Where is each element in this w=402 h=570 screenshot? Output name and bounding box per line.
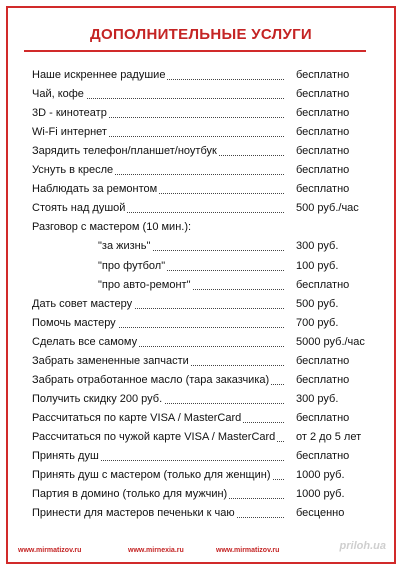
service-label: Наблюдать за ремонтом xyxy=(32,180,159,199)
service-label: Сделать все самому xyxy=(32,333,139,352)
service-label: Принять душ с мастером (только для женщин) xyxy=(32,466,273,485)
service-label: Забрать замененные запчасти xyxy=(32,352,191,371)
service-label: Помочь мастеру xyxy=(32,314,118,333)
list-item xyxy=(24,314,368,333)
list-item xyxy=(24,123,368,142)
service-price: бесплатно xyxy=(296,450,350,462)
footer-site-1[interactable]: www.mirmatizov.ru xyxy=(18,547,82,554)
list-item xyxy=(24,161,368,180)
page-title: ДОПОЛНИТЕЛЬНЫЕ УСЛУГИ xyxy=(90,26,312,43)
footer-site-3[interactable]: www.mirmatizov.ru xyxy=(216,547,280,554)
service-label: Зарядить телефон/планшет/ноутбук xyxy=(32,142,219,161)
service-label: "про футбол" xyxy=(98,257,167,276)
list-item xyxy=(24,504,368,523)
title-divider xyxy=(24,50,366,52)
service-label: Чай, кофе xyxy=(32,85,86,104)
service-label: Принять душ xyxy=(32,447,101,466)
service-label: "про авто-ремонт" xyxy=(98,276,193,295)
footer-site-2[interactable]: www.mirnexia.ru xyxy=(128,547,184,554)
service-label: Получить скидку 200 руб. xyxy=(32,390,164,409)
service-label: Разговор с мастером (10 мин.): xyxy=(32,218,193,237)
list-item xyxy=(24,371,368,390)
service-price: 700 руб. xyxy=(296,316,339,329)
service-label: Рассчитаться по чужой карте VISA / MasterCard xyxy=(32,428,277,447)
list-item xyxy=(24,85,368,104)
service-price: бесплатно xyxy=(296,126,350,139)
service-label: Партия в домино (только для мужчин) xyxy=(32,485,229,504)
list-item xyxy=(24,104,368,123)
service-label: "за жизнь" xyxy=(98,237,152,256)
list-item xyxy=(24,276,368,295)
list-item xyxy=(24,180,368,199)
service-price: бесплатно xyxy=(296,164,350,177)
service-price: бесплатно xyxy=(296,373,350,386)
service-label: Принести для мастеров печеньки к чаю xyxy=(32,504,237,523)
list-item xyxy=(24,333,368,352)
service-price: 5000 руб./час xyxy=(296,335,365,348)
service-price: 1000 руб. xyxy=(296,469,345,482)
service-price: бесценно xyxy=(296,507,345,520)
service-label: 3D - кинотеатр xyxy=(32,104,109,123)
service-price: бесплатно xyxy=(296,183,350,196)
list-item xyxy=(24,485,368,504)
service-price: 500 руб./час xyxy=(296,202,359,215)
list-item xyxy=(24,142,368,161)
list-item xyxy=(24,199,368,218)
service-price: бесплатно xyxy=(296,88,350,101)
service-price: 1000 руб. xyxy=(296,488,345,501)
service-price: бесплатно xyxy=(296,69,350,81)
service-label: Рассчитаться по карте VISA / MasterCard xyxy=(32,409,243,428)
list-item xyxy=(24,66,368,85)
list-item xyxy=(24,352,368,371)
service-price: бесплатно xyxy=(296,145,350,158)
service-price: 300 руб. xyxy=(296,240,339,253)
service-price: 100 руб. xyxy=(296,259,339,272)
service-price: 300 руб. xyxy=(296,392,339,405)
service-label: Наше искреннее радушие xyxy=(32,66,167,85)
service-price: бесплатно xyxy=(296,107,350,120)
list-item xyxy=(24,257,368,276)
list-item xyxy=(24,466,368,485)
list-item xyxy=(24,218,368,237)
service-price: бесплатно xyxy=(296,278,350,291)
list-item xyxy=(24,237,368,256)
list-item xyxy=(24,447,368,466)
list-item xyxy=(24,295,368,314)
service-price: бесплатно xyxy=(296,354,350,367)
service-price: от 2 до 5 лет xyxy=(296,430,362,443)
service-label: Wi-Fi интернет xyxy=(32,123,109,142)
service-label: Забрать отработанное масло (тара заказчика) xyxy=(32,371,271,390)
watermark: priloh.ua xyxy=(339,540,386,552)
list-item xyxy=(24,409,368,428)
service-price: бесплатно xyxy=(296,411,350,424)
service-label: Уснуть в кресле xyxy=(32,161,115,180)
list-item xyxy=(24,390,368,409)
service-label: Стоять над душой xyxy=(32,199,127,218)
list-item xyxy=(24,428,368,447)
service-price: 500 руб. xyxy=(296,297,339,310)
service-label: Дать совет мастеру xyxy=(32,295,134,314)
